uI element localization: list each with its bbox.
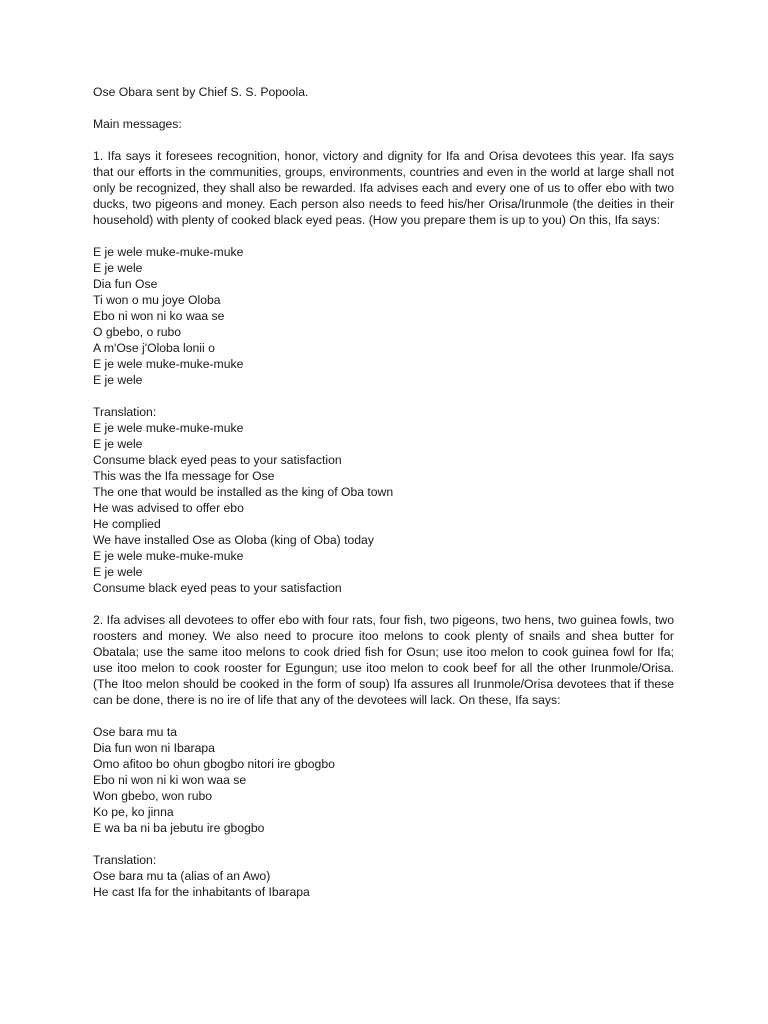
verse-line: Dia fun Ose (93, 277, 158, 291)
spacer (93, 708, 674, 724)
verse-line: Ti won o mu joye Oloba (93, 293, 221, 307)
spacer (93, 228, 674, 244)
translation-line: E je wele (93, 565, 143, 579)
translation-line: E je wele (93, 437, 143, 451)
translation-label: Translation: (93, 405, 157, 419)
message-2-paragraph: 2. Ifa advises all devotees to offer ebo with four rats, four fish, two pigeons, two hens, two guinea fowls, two roosters and money. We also need to procure itoo melons to cook plenty of snails and shea butter for Obatala; use the same itoo melons to cook dried fish for Osun; use itoo melon to cook guinea fowl for Ifa; use itoo melon to cook rooster for Egungun; use itoo melon to cook beef for all the other Irunmole/Orisa. (The Itoo melon should be cooked in the form of soup) Ifa assures all Irunmole/Orisa devotees that if these can be done, there is no ire of life that any of the devotees will lack. On these, Ifa says: (93, 613, 674, 707)
verse-line: Omo afitoo bo ohun gbogbo nitori ire gbogbo (93, 757, 335, 771)
verse-line: Ebo ni won ni ko waa se (93, 309, 225, 323)
translation-line: E je wele muke-muke-muke (93, 421, 244, 435)
verse-line: Ebo ni won ni ki won waa se (93, 773, 247, 787)
message-2-verse (93, 724, 674, 836)
translation-line: E je wele muke-muke-muke (93, 549, 244, 563)
translation-line: Ose bara mu ta (alias of an Awo) (93, 869, 271, 883)
verse-line: Won gbebo, won rubo (93, 789, 213, 803)
translation-line: He was advised to offer ebo (93, 501, 244, 515)
spacer (93, 100, 674, 116)
message-1-paragraph: 1. Ifa says it foresees recognition, honor, victory and dignity for Ifa and Orisa devotees this year. Ifa says that our efforts in the communities, groups, environments, countries and even in the world at large shall not only be recognized, they shall also be rewarded. Ifa advises each and every one of us to offer ebo with two ducks, two pigeons and money. Each person also needs to feed his/her Orisa/Irunmole (the deities in their household) with plenty of cooked black eyed peas. (How you prepare them is up to you) On this, Ifa says: (93, 149, 674, 227)
spacer (93, 596, 674, 612)
spacer (93, 836, 674, 852)
document-page (93, 84, 674, 900)
translation-line: This was the Ifa message for Ose (93, 469, 275, 483)
translation-line: He complied (93, 517, 161, 531)
message-1-verse (93, 244, 674, 388)
verse-line: E je wele (93, 373, 143, 387)
main-messages-label: Main messages: (93, 117, 182, 131)
translation-line: He cast Ifa for the inhabitants of Ibarapa (93, 885, 310, 899)
verse-line: Ko pe, ko jinna (93, 805, 174, 819)
message-2-translation (93, 868, 674, 900)
verse-line: E je wele muke-muke-muke (93, 357, 244, 371)
verse-line: Ose bara mu ta (93, 725, 177, 739)
spacer (93, 132, 674, 148)
translation-line: We have installed Ose as Oloba (king of Oba) today (93, 533, 374, 547)
translation-line: The one that would be installed as the king of Oba town (93, 485, 394, 499)
verse-line: O gbebo, o rubo (93, 325, 182, 339)
verse-line: A m'Ose j'Oloba lonii o (93, 341, 215, 355)
translation-line: Consume black eyed peas to your satisfaction (93, 581, 342, 595)
message-1-translation (93, 420, 674, 596)
verse-line: E wa ba ni ba jebutu ire gbogbo (93, 821, 265, 835)
document-header: Ose Obara sent by Chief S. S. Popoola. (93, 85, 309, 99)
translation-label: Translation: (93, 853, 157, 867)
verse-line: Dia fun won ni Ibarapa (93, 741, 215, 755)
translation-line: Consume black eyed peas to your satisfaction (93, 453, 342, 467)
spacer (93, 388, 674, 404)
verse-line: E je wele (93, 261, 143, 275)
verse-line: E je wele muke-muke-muke (93, 245, 244, 259)
